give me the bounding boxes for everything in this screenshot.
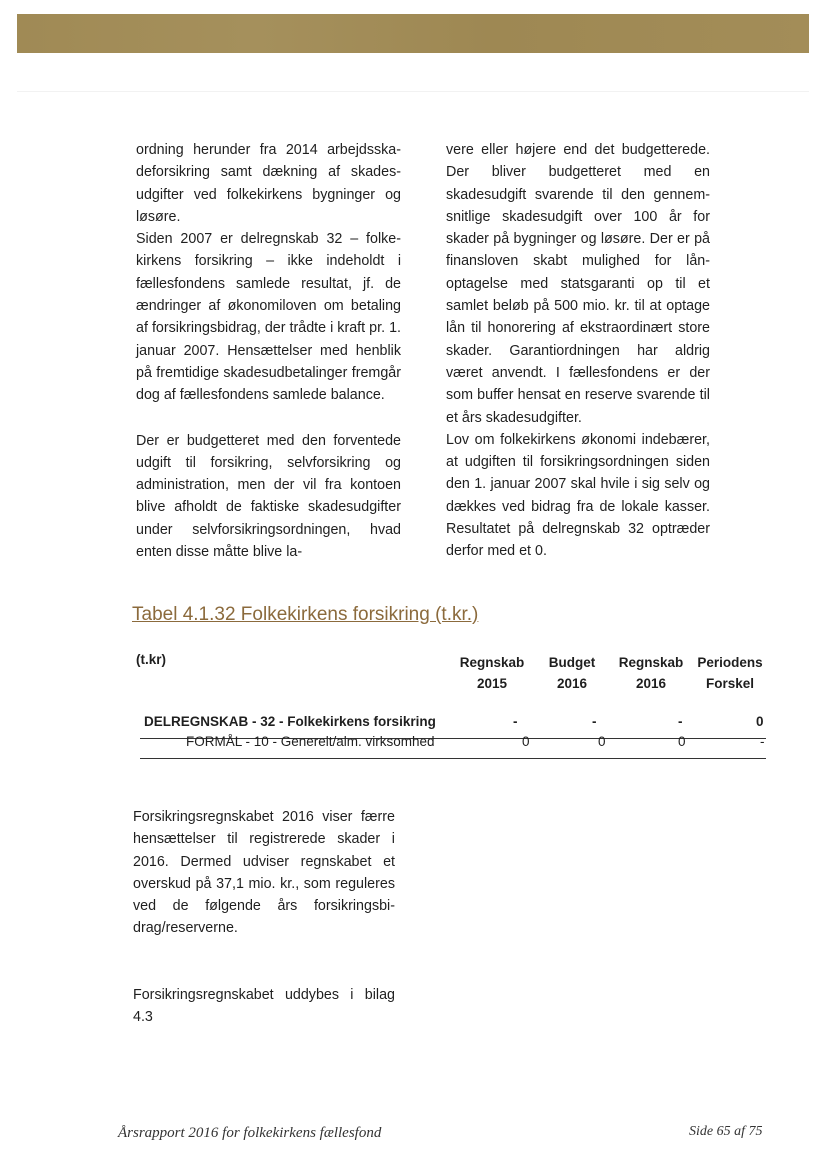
cell-value: 0: [522, 734, 530, 749]
left-paragraph-2: Siden 2007 er delregnskab 32 – folkekirkens forsikring – ikke indeholdt i fællesfondens samlede resultat, jf. de ændringer af økonomiloven om betaling af forsikringsbidrag, der trådte i kraft pr. 1. januar 2007. Hensættelser med henblik på fremtidige skadesudbetalinger fremgår dog af fællesfondens samlede balance.: [136, 231, 401, 404]
cell-value: -: [678, 714, 683, 729]
column-header-regnskab-2016: Regnskab 2016: [618, 655, 684, 691]
left-column: [136, 139, 401, 563]
unit-label: (t.kr): [136, 652, 166, 667]
row-label: FORMÅL - 10 - Generelt/alm. virksomhed: [186, 734, 435, 749]
cell-value: -: [513, 714, 518, 729]
right-paragraph-2: Lov om folkekirkens økonomi indebærer, at udgiften til forsikringsordningen siden den 1. januar 2007 skal hvile i sig selv og dækkes ved bidrag fra de lokale kasser. Resultatet på delregnskab 32 optræder derfor med et 0.: [446, 431, 710, 560]
table-row: [136, 712, 768, 732]
header-band: [17, 14, 809, 53]
table-row: [136, 732, 768, 752]
column-header-budget-2016: Budget 2016: [548, 655, 596, 691]
table-header: [136, 648, 768, 698]
row-label: DELREGNSKAB - 32 - Folkekirkens forsikring: [144, 714, 436, 729]
left-paragraph-3: Der er budgetteret med den forventede udgift til forsikring, selvforsikring og administration, men der vil fra kontoen blive afholdt de faktiske skadesudgifter under selvforsikringsordningen, hvad enten disse måtte blive la-: [136, 432, 401, 561]
table-bottom-rule: [140, 758, 766, 759]
table-title: Tabel 4.1.32 Folkekirkens forsikring (t.kr.): [132, 604, 479, 625]
left-paragraph-1: ordning herunder fra 2014 arbejdsskadeforsikring samt dækning af skadesudgifter ved folkekirkens bygninger og løsøre.: [136, 142, 401, 225]
cell-value: -: [760, 734, 765, 749]
cell-value: 0: [678, 734, 686, 749]
cell-value: 0: [756, 714, 764, 729]
cell-value: 0: [598, 734, 606, 749]
reference-paragraph: Forsikringsregnskabet uddybes i bilag 4.3: [133, 987, 395, 1026]
footer-page-number: Side 65 af 75: [689, 1124, 763, 1139]
right-column: [446, 139, 710, 563]
header-rule: [17, 91, 809, 92]
right-paragraph-1: vere eller højere end det budgetterede. Der bliver budgetteret med en skadesudgift svarende til den gennemsnitlige skadesudgift over 100 år for skader på bygninger og løsøre. Der er på finansloven skabt mulighed for lånoptagelse med statsgaranti op til et samlet beløb på 500 mio. kr. til at optage lån til honorering af ekstraordinært store skader. Garantiordningen har aldrig været anvendt. I fællesfondens er der som buffer hensat en reserve svarende til et års skadesudgifter.: [446, 142, 710, 426]
summary-paragraph: Forsikringsregnskabet 2016 viser færre hensættelser til registrerede skader i 2016. Dermed udviser regnskabet et overskud på 37,1 mio. kr., som reguleres ved de følgende års forsikringsbidrag/reserverne.: [133, 809, 395, 937]
column-header-regnskab-2015: Regnskab 2015: [459, 655, 525, 691]
column-header-periodens-forskel: Periodens Forskel: [697, 655, 763, 691]
cell-value: -: [592, 714, 597, 729]
financial-table: [136, 648, 768, 752]
footer-report-title: Årsrapport 2016 for folkekirkens fællesfond: [118, 1125, 382, 1141]
